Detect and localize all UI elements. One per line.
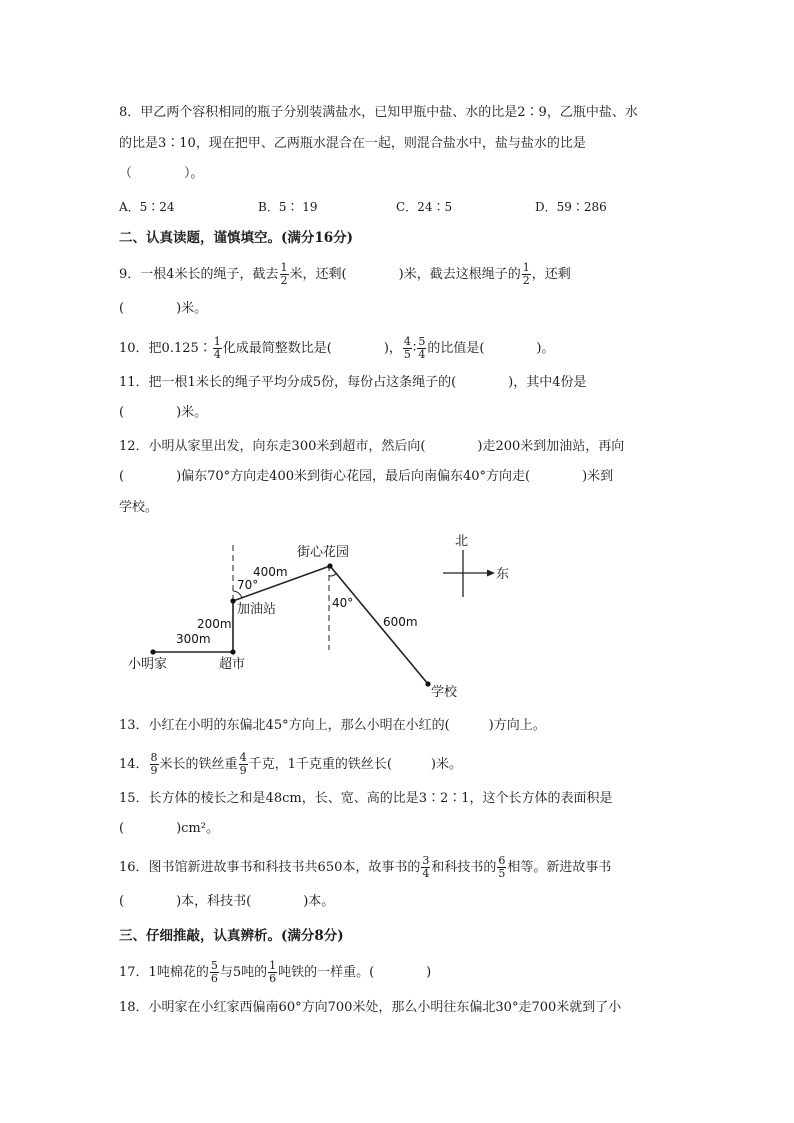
q13-line1: 13．小红在小明的东偏北45°方向上，那么小明在小红的( )方向上。 [119,718,546,733]
label-school: 学校 [431,685,458,700]
fraction-denominator: 6 [269,972,277,985]
fraction-numerator: 1 [213,335,221,348]
q16-fraction-2 [497,855,506,880]
fraction-denominator: 2 [280,274,288,287]
q9-line1 [119,262,571,287]
fraction-numerator: 5 [210,959,218,972]
fraction-numerator: 1 [269,959,277,972]
label-distance-200: 200m [197,617,232,631]
q17-fraction-1 [210,960,219,985]
q18-line1: 18．小明家在小红家西偏南60°方向700米处，那么小明往东偏北30°走700米就到了小 [119,1000,622,1015]
label-park: 街心花园 [297,545,350,560]
q10-fraction-2 [403,336,412,361]
q10-text-d: 的比值是( )。 [427,341,555,356]
q9-line2: ( )米。 [119,301,208,316]
label-distance-600: 600m [383,615,418,629]
q11-line1: 11．把一根1米长的绳子平均分成5份，每份占这条绳子的( )，其中4份是 [119,375,587,390]
q17-line1 [119,960,431,985]
q8-line3: （ ）。 [119,166,204,181]
fraction-denominator: 5 [403,348,411,361]
fraction-numerator: 4 [239,751,247,764]
q14-fraction-2 [239,752,248,777]
q16-text-c: 相等。新进故事书 [507,860,612,875]
market-point [230,649,235,654]
q17-fraction-2 [268,960,277,985]
q10-line1 [119,336,554,361]
fraction-denominator: 9 [239,764,247,777]
fraction-denominator: 2 [522,274,530,287]
fraction-numerator: 1 [522,261,530,274]
q14-text-a: 14． [119,757,149,772]
route-diagram [0,525,794,705]
q17-text-b: 与5吨的 [219,965,268,980]
q10-fraction-3 [417,336,426,361]
q14-line1 [119,752,462,777]
fraction-denominator: 4 [422,867,430,880]
q16-line1 [119,855,611,880]
label-gas-station: 加油站 [237,602,277,617]
fraction-denominator: 4 [213,348,221,361]
q10-fraction-1 [213,336,222,361]
section-2-title: 二、认真读题，谨慎填空。(满分16分) [119,230,354,246]
q16-text-b: 和科技书的 [431,860,497,875]
label-market: 超市 [219,657,246,672]
q8-option-c: C．24∶5 [396,200,453,214]
q8-option-b: B．5∶ 19 [258,200,318,214]
q9-fraction-1 [280,262,289,287]
q9-text-a: 9．一根4米长的绳子，截去 [119,267,279,282]
school-point [425,681,430,686]
fraction-numerator: 4 [403,335,411,348]
fraction-denominator: 9 [150,764,158,777]
label-home: 小明家 [128,657,168,672]
q14-text-c: 千克，1千克重的铁丝长( )米。 [248,757,462,772]
home-point [150,649,155,654]
q8-option-d: D．59∶286 [535,200,607,214]
q16-text-a: 16．图书馆新进故事书和科技书共650本，故事书的 [119,860,421,875]
q16-line2: ( )本，科技书( )本。 [119,894,335,909]
q9-text-c: ，还剩 [531,267,571,282]
q9-fraction-2 [522,262,531,287]
q12-line3: 学校。 [119,500,159,515]
angle-arc-70 [233,591,242,598]
gas-station-point [230,598,235,603]
q16-fraction-1 [421,855,430,880]
compass-east-label: 东 [496,567,510,582]
compass-north-label: 北 [455,534,469,549]
fraction-numerator: 5 [418,335,426,348]
q10-text-b: 化成最简整数比是( )， [222,341,402,356]
q8-line1: 8．甲乙两个容积相同的瓶子分别装满盐水，已知甲瓶中盐、水的比是2∶9，乙瓶中盐、水 [119,105,638,120]
q11-line2: ( )米。 [119,405,208,420]
q12-line1: 12．小明从家里出发，向东走300米到超市，然后向( )走200米到加油站，再向 [119,439,625,454]
q17-text-a: 17．1吨棉花的 [119,965,209,980]
q10-text-a: 10．把0.125∶ [119,341,212,356]
fraction-denominator: 5 [498,867,506,880]
q8-option-a: A．5∶24 [119,200,175,214]
compass-east-arrow-icon [487,570,495,577]
q14-fraction-1 [150,752,159,777]
q17-text-c: 吨铁的一样重。( ) [278,965,432,980]
fraction-numerator: 8 [150,751,158,764]
label-distance-400: 400m [253,565,288,579]
fraction-numerator: 3 [422,854,430,867]
q8-line2: 的比是3∶10，现在把甲、乙两瓶水混合在一起，则混合盐水中，盐与盐水的比是 [119,136,586,151]
q15-line2: ( )cm²。 [119,821,219,836]
q12-line2: ( )偏东70°方向走400米到街心花园，最后向南偏东40°方向走( )米到 [119,469,614,484]
q10-text-c: ∶ [412,341,417,356]
label-angle-40: 40° [332,596,354,610]
section-3-title: 三、仔细推敲，认真辨析。(满分8分) [119,928,344,944]
q9-text-b: 米，还剩( )米，截去这根绳子的 [289,267,521,282]
label-distance-300: 300m [176,632,211,646]
fraction-denominator: 4 [418,348,426,361]
fraction-numerator: 6 [498,854,506,867]
angle-arc-40 [329,573,337,576]
q14-text-b: 米长的铁丝重 [159,757,238,772]
label-angle-70: 70° [237,578,259,592]
fraction-denominator: 6 [210,972,218,985]
fraction-numerator: 1 [280,261,288,274]
q15-line1: 15．长方体的棱长之和是48cm，长、宽、高的比是3∶2∶1，这个长方体的表面积是 [119,791,613,806]
park-point [327,563,332,568]
